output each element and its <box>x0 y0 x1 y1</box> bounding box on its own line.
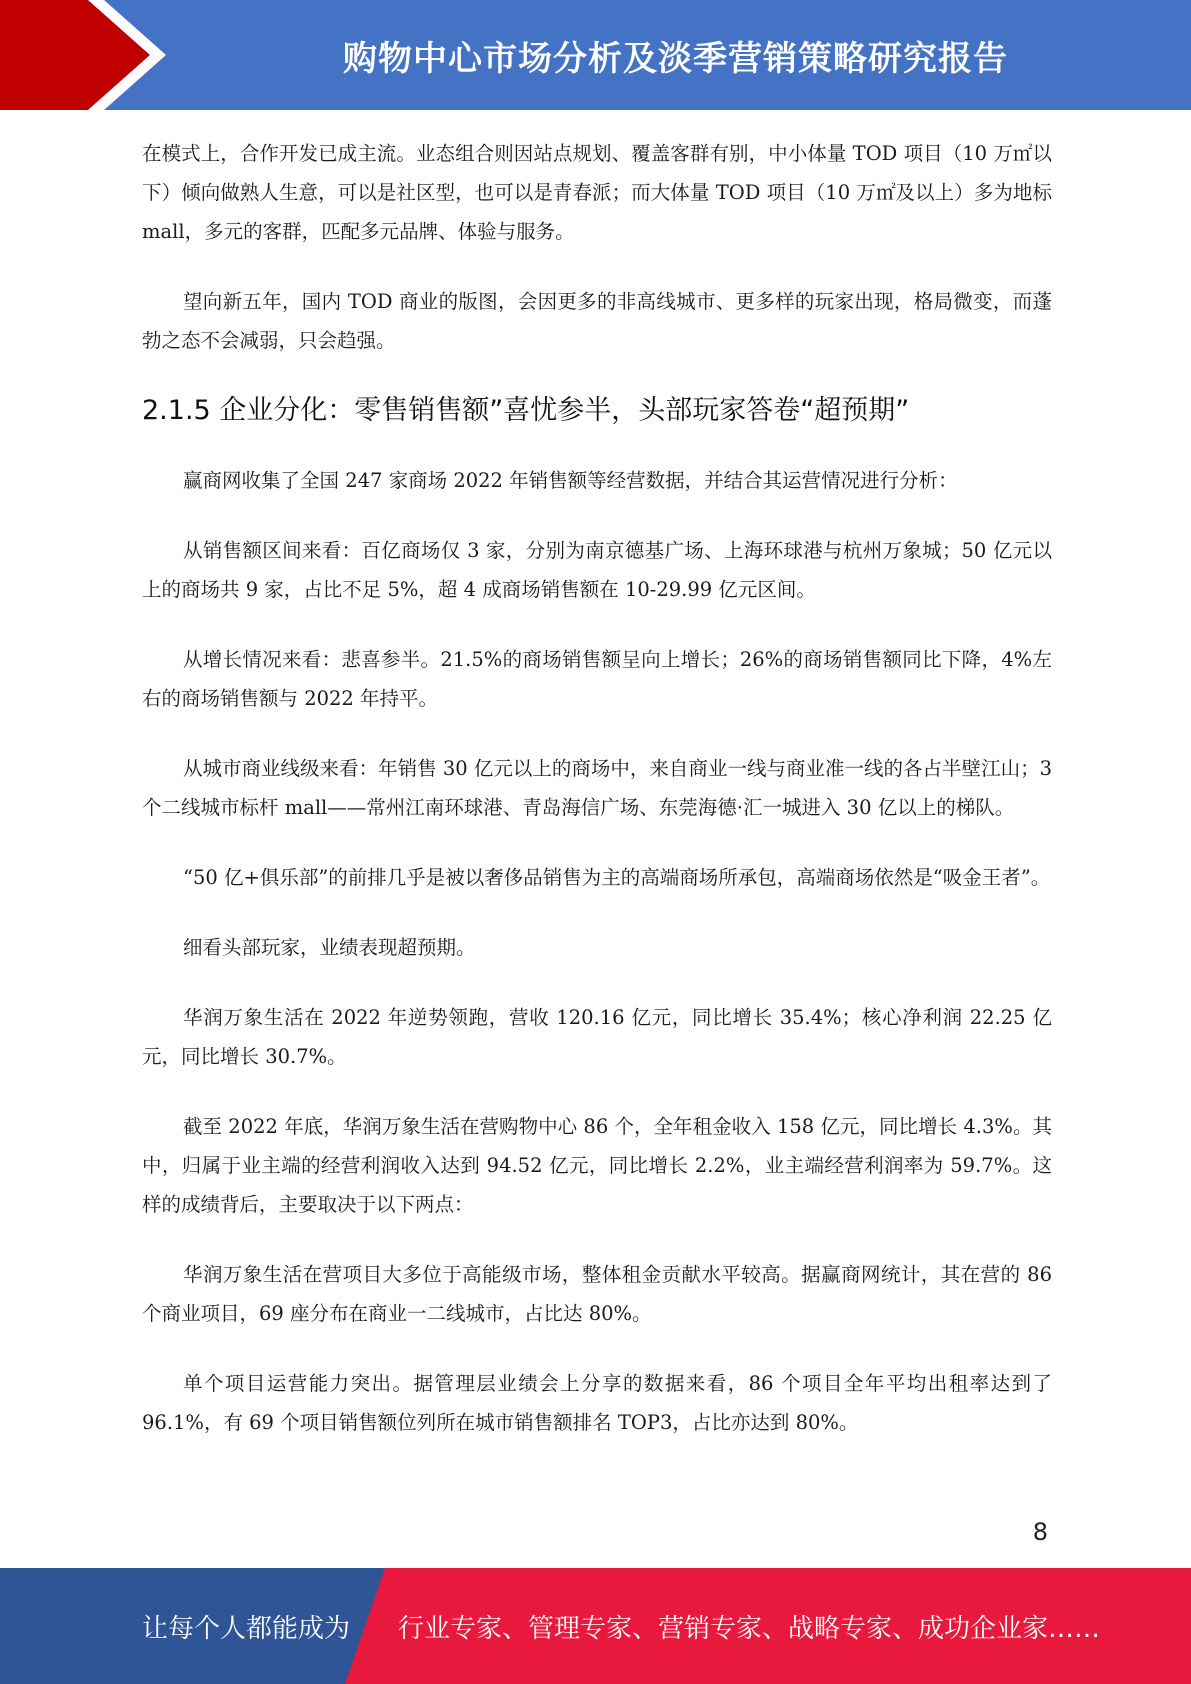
page-footer <box>0 1568 1191 1684</box>
paragraph: 望向新五年，国内 TOD 商业的版图，会因更多的非高线城市、更多样的玩家出现，格局微变，而蓬勃之态不会减弱，只会趋强。 <box>142 290 1052 352</box>
footer-slogan-left: 让每个人都能成为 <box>142 1613 351 1644</box>
footer-slogan-right: 行业专家、管理专家、营销专家、战略专家、成功企业家…… <box>398 1613 1101 1644</box>
header-title: 购物中心市场分析及淡季营销策略研究报告 <box>343 38 1008 79</box>
paragraph: “50 亿+俱乐部”的前排几乎是被以奢侈品销售为主的高端商场所承包，高端商场依然是“吸金王者”。 <box>183 866 1051 889</box>
paragraph: 华润万象生活在 2022 年逆势领跑，营收 120.16 亿元，同比增长 35.4%；核心净利润 22.25 亿元，同比增长 30.7%。 <box>142 1006 1052 1068</box>
paragraph: 单个项目运营能力突出。据管理层业绩会上分享的数据来看，86 个项目全年平均出租率达到了 96.1%，有 69 个项目销售额位列所在城市销售额排名 TOP3，占比亦达到 80%。 <box>142 1372 1052 1434</box>
paragraph: 从城市商业线级来看：年销售 30 亿元以上的商场中，来自商业一线与商业准一线的各占半壁江山；3 个二线城市标杆 mall——常州江南环球港、青岛海信广场、东莞海德·汇一城进入 30 亿以上的梯队。 <box>142 757 1052 819</box>
paragraph: 赢商网收集了全国 247 家商场 2022 年销售额等经营数据，并结合其运营情况进行分析： <box>183 469 958 492</box>
paragraph: 在模式上，合作开发已成主流。业态组合则因站点规划、覆盖客群有别，中小体量 TOD 项目（10 万㎡以下）倾向做熟人生意，可以是社区型，也可以是青春派；而大体量 TOD 项目（10 万㎡及以上）多为地标 mall，多元的客群，匹配多元品牌、体验与服务。 <box>142 142 1052 243</box>
paragraph: 细看头部玩家，业绩表现超预期。 <box>183 936 476 959</box>
paragraph: 截至 2022 年底，华润万象生活在营购物中心 86 个，全年租金收入 158 亿元，同比增长 4.3%。其中，归属于业主端的经营利润收入达到 94.52 亿元，同比增长 2.2%，业主端经营利润率为 59.7%。这样的成绩背后，主要取决于以下两点： <box>142 1115 1052 1216</box>
page-header <box>0 0 1191 110</box>
document-body <box>142 134 1052 1473</box>
page-number: 8 <box>1032 1518 1048 1546</box>
header-red-arrow <box>0 0 150 110</box>
paragraph: 从销售额区间来看：百亿商场仅 3 家，分别为南京德基广场、上海环球港与杭州万象城；50 亿元以上的商场共 9 家，占比不足 5%，超 4 成商场销售额在 10-29.99 亿元区间。 <box>142 539 1052 601</box>
section-heading: 2.1.5 企业分化：零售销售额”喜忧参半，头部玩家答卷“超预期” <box>142 395 910 426</box>
paragraph: 从增长情况来看：悲喜参半。21.5%的商场销售额呈向上增长；26%的商场销售额同比下降，4%左右的商场销售额与 2022 年持平。 <box>142 648 1052 710</box>
paragraph: 华润万象生活在营项目大多位于高能级市场，整体租金贡献水平较高。据赢商网统计，其在营的 86 个商业项目，69 座分布在商业一二线城市，占比达 80%。 <box>142 1263 1052 1325</box>
